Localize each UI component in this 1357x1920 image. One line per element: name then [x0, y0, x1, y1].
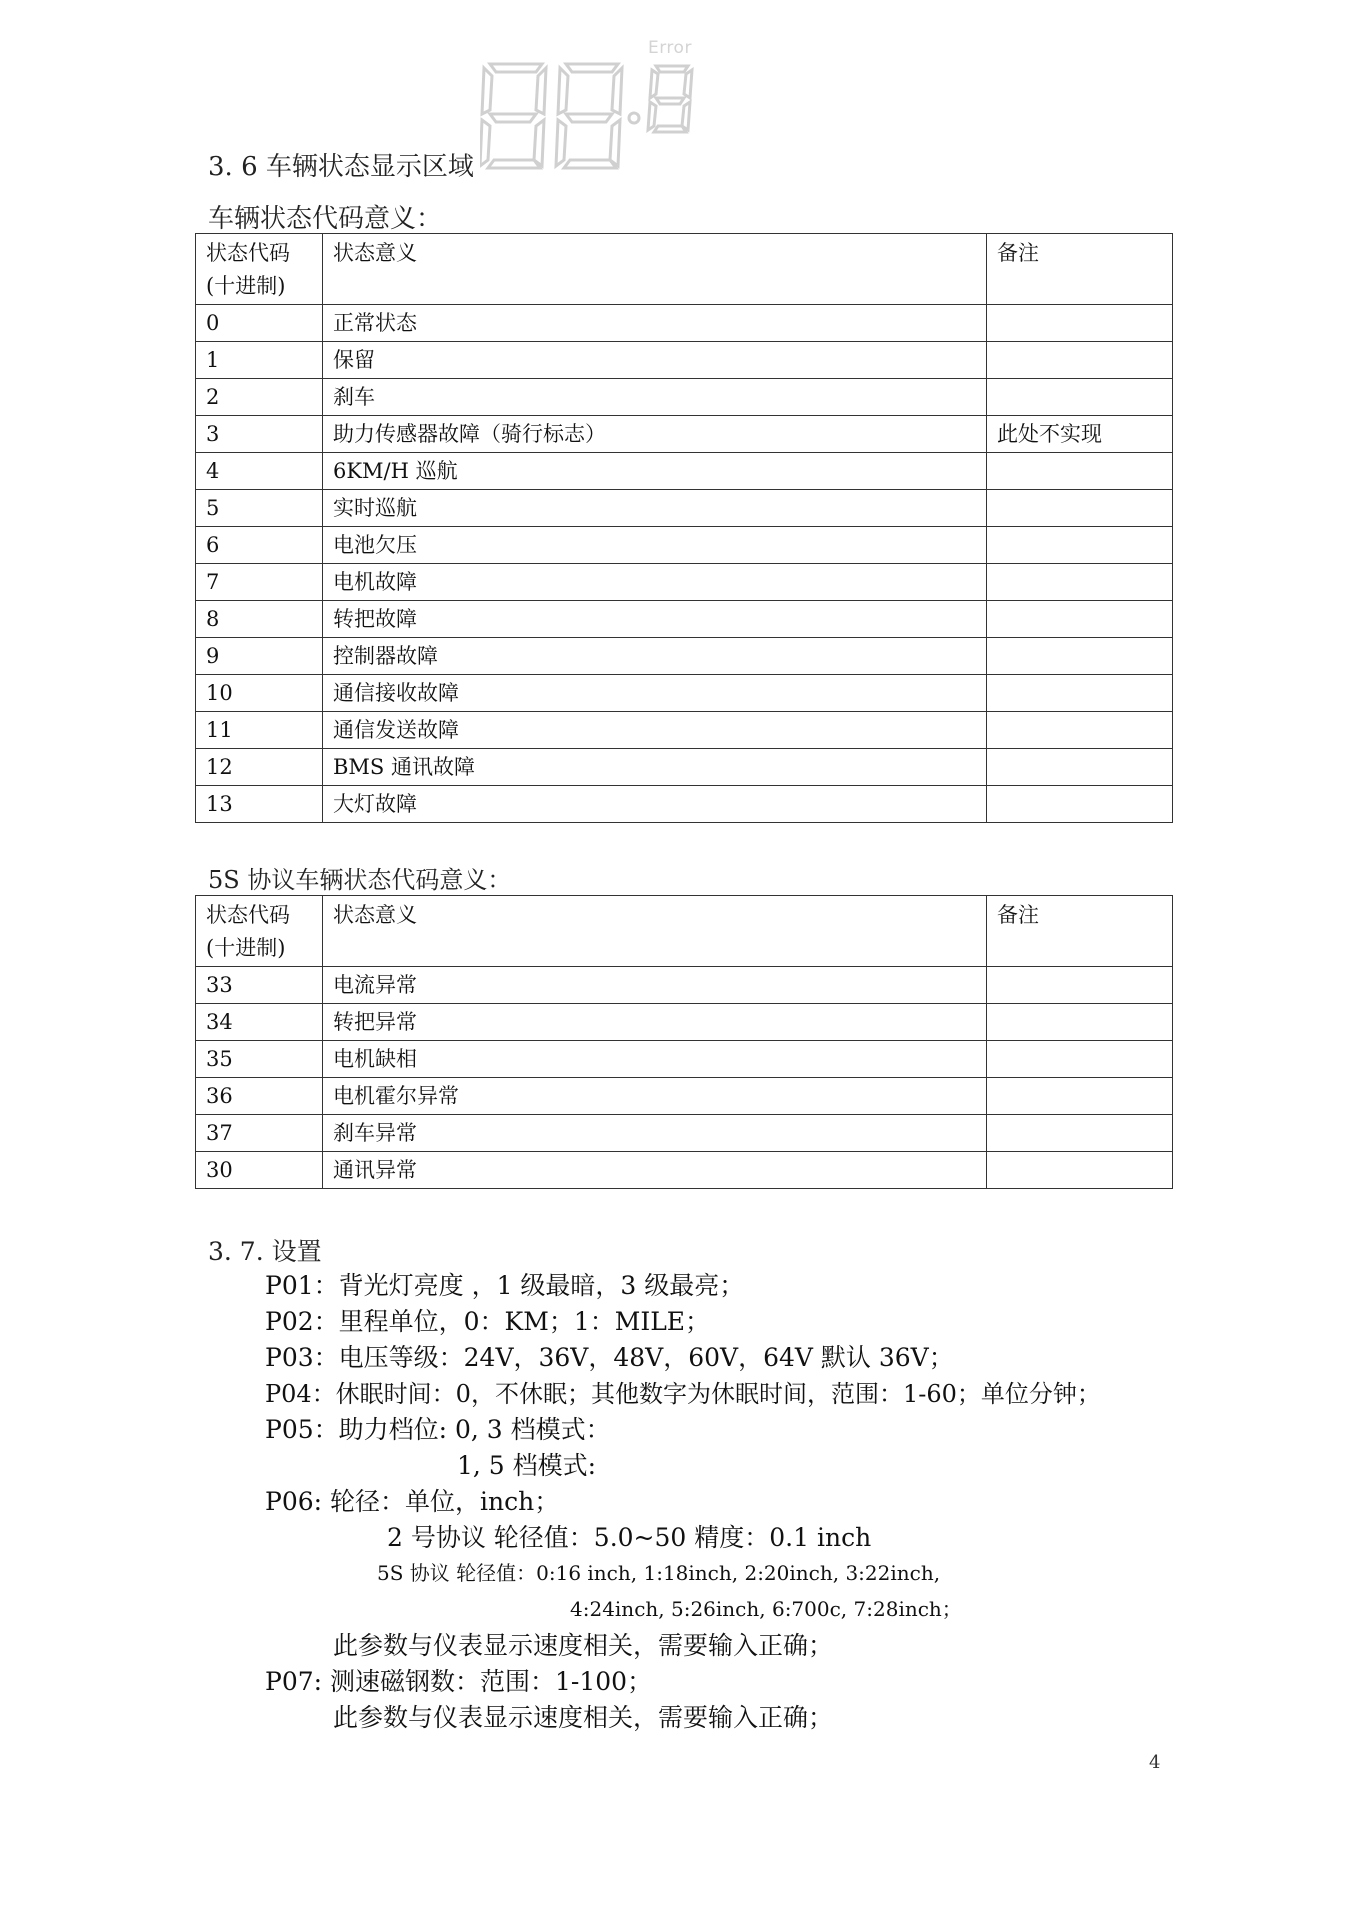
cell-code: 35 — [196, 1041, 323, 1078]
cell-code: 12 — [196, 749, 323, 786]
table-header-row — [196, 234, 1173, 305]
cell-code: 10 — [196, 675, 323, 712]
setting-p05-mode: 1, 5 档模式: — [457, 1451, 597, 1480]
cell-remark — [987, 1004, 1173, 1041]
cell-meaning: 6KM/H 巡航 — [323, 453, 987, 490]
cell-code: 11 — [196, 712, 323, 749]
cell-remark — [987, 342, 1173, 379]
table-row — [196, 527, 1173, 564]
table-row — [196, 453, 1173, 490]
cell-remark — [987, 786, 1173, 823]
cell-code: 3 — [196, 416, 323, 453]
cell-remark — [987, 564, 1173, 601]
table-row — [196, 638, 1173, 675]
setting-p02: P02：里程单位，0：KM；1：MILE； — [265, 1307, 711, 1336]
table1-caption: 车辆状态代码意义： — [208, 204, 443, 234]
cell-remark — [987, 1152, 1173, 1189]
table-row — [196, 564, 1173, 601]
cell-meaning: 助力传感器故障（骑行标志） — [323, 416, 987, 453]
table-row — [196, 967, 1173, 1004]
cell-meaning: 电机缺相 — [323, 1041, 987, 1078]
cell-code: 5 — [196, 490, 323, 527]
table-row — [196, 1152, 1173, 1189]
setting-p06-protocol2: 2 号协议 轮径值：5.0~50 精度：0.1 inch — [387, 1523, 872, 1552]
cell-code: 0 — [196, 305, 323, 342]
table-row — [196, 1115, 1173, 1152]
setting-p05: P05：助力档位: 0, 3 档模式： — [265, 1415, 611, 1444]
cell-code: 36 — [196, 1078, 323, 1115]
cell-code: 2 — [196, 379, 323, 416]
setting-p06-5s-line2: 4:24inch, 5:26inch, 6:700c, 7:28inch； — [570, 1597, 962, 1621]
cell-remark — [987, 601, 1173, 638]
table-row — [196, 1004, 1173, 1041]
cell-meaning: 电机霍尔异常 — [323, 1078, 987, 1115]
setting-p01: P01：背光灯亮度 ，1 级最暗，3 级最亮； — [265, 1271, 745, 1300]
cell-remark — [987, 1115, 1173, 1152]
cell-meaning: 通信接收故障 — [323, 675, 987, 712]
table-header-row — [196, 896, 1173, 967]
cell-code: 34 — [196, 1004, 323, 1041]
cell-remark — [987, 305, 1173, 342]
table-row — [196, 786, 1173, 823]
cell-meaning: 刹车异常 — [323, 1115, 987, 1152]
setting-p07: P07: 测速磁钢数：范围：1-100； — [265, 1667, 653, 1696]
cell-code: 30 — [196, 1152, 323, 1189]
cell-meaning: 电池欠压 — [323, 527, 987, 564]
table-row — [196, 1041, 1173, 1078]
cell-remark — [987, 712, 1173, 749]
cell-meaning: 通信发送故障 — [323, 712, 987, 749]
cell-code: 13 — [196, 786, 323, 823]
cell-remark — [987, 1078, 1173, 1115]
cell-code: 37 — [196, 1115, 323, 1152]
cell-remark — [987, 967, 1173, 1004]
5s-status-table — [195, 895, 1173, 1189]
table-row — [196, 712, 1173, 749]
cell-meaning: 通讯异常 — [323, 1152, 987, 1189]
header-code: 状态代码(十进制) — [196, 896, 323, 967]
cell-code: 6 — [196, 527, 323, 564]
table2-caption: 5S 协议车辆状态代码意义： — [208, 866, 512, 894]
table-row — [196, 749, 1173, 786]
header-meaning: 状态意义 — [323, 896, 987, 967]
table-row — [196, 416, 1173, 453]
cell-remark — [987, 638, 1173, 675]
setting-p06: P06: 轮径：单位，inch； — [265, 1487, 560, 1516]
cell-meaning: 保留 — [323, 342, 987, 379]
cell-code: 1 — [196, 342, 323, 379]
cell-remark — [987, 379, 1173, 416]
table-row — [196, 1078, 1173, 1115]
cell-meaning: BMS 通讯故障 — [323, 749, 987, 786]
table-row — [196, 675, 1173, 712]
cell-remark: 此处不实现 — [987, 416, 1173, 453]
cell-meaning: 控制器故障 — [323, 638, 987, 675]
setting-p04: P04：休眠时间：0，不休眠；其他数字为休眠时间，范围：1-60；单位分钟； — [265, 1380, 1101, 1408]
cell-meaning: 转把故障 — [323, 601, 987, 638]
cell-meaning: 电流异常 — [323, 967, 987, 1004]
setting-p03: P03：电压等级：24V，36V，48V，60V，64V 默认 36V； — [265, 1343, 954, 1372]
table-row — [196, 379, 1173, 416]
table-row — [196, 342, 1173, 379]
table-row — [196, 490, 1173, 527]
header-remark: 备注 — [987, 234, 1173, 305]
section-heading-3-7: 3. 7. 设置 — [208, 1237, 322, 1266]
logo-error-text: Error — [648, 38, 692, 58]
cell-code: 33 — [196, 967, 323, 1004]
cell-code: 8 — [196, 601, 323, 638]
table-row — [196, 601, 1173, 638]
header-code: 状态代码(十进制) — [196, 234, 323, 305]
cell-remark — [987, 453, 1173, 490]
cell-meaning: 正常状态 — [323, 305, 987, 342]
section-heading-3-6: 3. 6 车辆状态显示区域 — [208, 152, 474, 182]
table-row — [196, 305, 1173, 342]
cell-code: 7 — [196, 564, 323, 601]
cell-remark — [987, 749, 1173, 786]
setting-p06-5s-line1: 5S 协议 轮径值：0:16 inch, 1:18inch, 2:20inch, 3:22inch, — [377, 1561, 941, 1585]
cell-remark — [987, 490, 1173, 527]
cell-meaning: 刹车 — [323, 379, 987, 416]
cell-meaning: 大灯故障 — [323, 786, 987, 823]
page-number: 4 — [1149, 1752, 1161, 1773]
cell-code: 4 — [196, 453, 323, 490]
cell-meaning: 转把异常 — [323, 1004, 987, 1041]
header-remark: 备注 — [987, 896, 1173, 967]
seven-segment-88-icon — [480, 60, 700, 172]
vehicle-status-table — [195, 233, 1173, 823]
cell-remark — [987, 1041, 1173, 1078]
setting-p07-note: 此参数与仪表显示速度相关，需要输入正确； — [333, 1703, 834, 1732]
cell-meaning: 实时巡航 — [323, 490, 987, 527]
header-meaning: 状态意义 — [323, 234, 987, 305]
cell-meaning: 电机故障 — [323, 564, 987, 601]
cell-code: 9 — [196, 638, 323, 675]
setting-p06-note: 此参数与仪表显示速度相关，需要输入正确； — [333, 1631, 834, 1660]
cell-remark — [987, 527, 1173, 564]
cell-remark — [987, 675, 1173, 712]
